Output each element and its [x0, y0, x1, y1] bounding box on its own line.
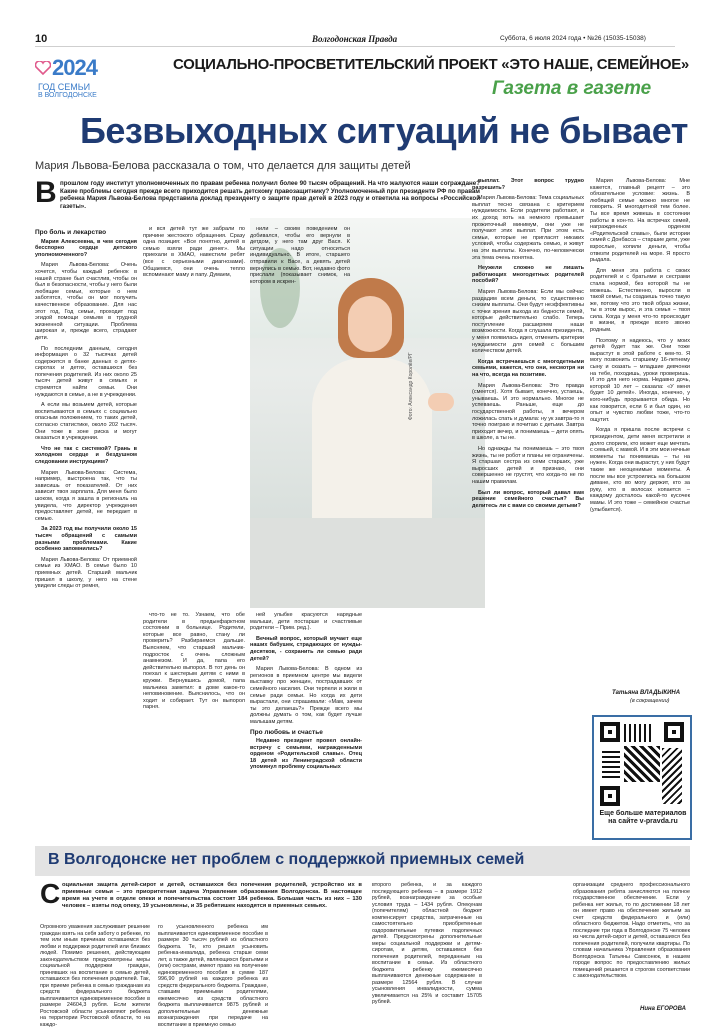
paragraph-robot: Но однажды ты понимаешь – это твоя жизнь, ты не робот и планы не ограничены. Я старшая сестра из семи старших, уже выросших детей и признаю, они совершенно не грустят, что когда-то не по нашим правилам. — [472, 445, 584, 485]
article-column-2-top — [143, 226, 245, 283]
qr-finder-top-right — [664, 722, 684, 742]
paragraph-children: Поэтому я надеюсь, что у моих детей будет так же. Они тоже вырастут в этой работе с кем-то. Я могу позвонить старшему 16-летнему сыну и сказать – младшие девчонки на тебе, походишь, уроки проверишь. И это для него норма. Недавно дочь, которой 10 лет – сказала: «У меня будет 10 детей». Иногда, конечно, у кого-нибудь прорывается обида. Но как говорится, если 6 и был один, но опыт и чувство любви тоже, что-то ощутит. — [590, 337, 690, 423]
header-divider — [35, 46, 675, 47]
logo-line2: В ВОЛГОДОНСКЕ — [38, 92, 97, 99]
paragraph-norm: Для меня эта работа с своих родителей и с братьями и сестрами стала нормой, без которой ты не можешь. Естественно, выросли в такой семье, ты создаешь точно такую же, потому что это твой образ жизни, ты в этом вырос, и эта семья – твоя сила. Когда у меня что-то происходит в жизни, я прежде всего звоню родным. — [590, 267, 690, 334]
answer-4: Мария Львова-Белова: В одном из регионов в приемном центре мы видели выставку про женщин, пострадавших от семейного насилия. Они терпели и жили в семье ради семьи. Но когда их дети вырастали, они спрашивали: «Мам, зачем ты это делаешь?» Прежде всего мы должны думать о том, как будет лучше малышам детям. — [250, 666, 362, 725]
qr-code[interactable] — [600, 722, 684, 806]
paragraph-risk: А если мы возьмем детей, которые воспитываются в семьях с социально опасным положением, то таких детей, согласно статистике, около 202 тысяч. Они тоже в зоне риска и могут оказаться в учреждении. — [35, 402, 137, 442]
project-title: СОЦИАЛЬНО-ПРОСВЕТИТЕЛЬСКИЙ ПРОЕКТ «ЭТО НАШЕ, СЕМЕЙНОЕ» — [173, 56, 689, 73]
heart-icon — [35, 61, 51, 75]
article-column-5 — [590, 178, 690, 517]
answer-2: Мария Львова-Белова: Система, например, выстроена так, что ты зависишь от показателей. От них зависит твоя зарплата. Для меня было шоком, когда я зашла в региональ на увидела, что директор учреждения предоставляет детей, не передает в семью. — [35, 469, 137, 522]
article-column-4 — [472, 178, 584, 513]
logo-year: 2024 — [52, 55, 97, 80]
qr-modules — [624, 746, 660, 782]
article2-column-2: го усыновленного ребенка им выплачивается единовременное пособие в размере 30 тысяч рублей из областного бюджета. Те, кто решил усыновить ребенка-инвалида, ребенка старше семи лет, а также детей, являющихся братьями и (или) сестрами, имеют право на получение единовременного пособия в сумме 187 996,90 рублей на каждого ребенка из средств федерального бюджета. Граждане, ставшим приемными родителями, ежемесячно из средств областного бюджета выплачивается 9875 рублей и дополнительные денежные вознаграждения при передаче на воспитание в приемную семью — [158, 924, 268, 1028]
answer-1: Мария Львова-Белова: Очень хочется, чтобы каждый ребенок в нашей стране был счастлив, чтобы он был в безопасности, чтобы у него были любящие семьи, которые о нем заботятся, чтобы он мог получить качественное образование. Для нас этот год, Год семьи, проходит под эгидой помощи семьям в трудной жизненной ситуации. Проблема широкая и, прежде всего, страдают дети. — [35, 262, 137, 341]
question-4: Вечный вопрос, который мучает еще наших бабушек, страдающих от нужды-десятков, - сохранить ли семью ради детей? — [250, 635, 362, 662]
article2-byline: Нина ЕГОРОВА — [640, 1006, 687, 1012]
paragraph-president: Недавно президент провел онлайн-встречу с семьями, награжденными орденом «Родительской славы». Отец 18 детей из Ленинградской области упомянул проблему социальных — [250, 738, 362, 771]
byline-note: (в сокращении) — [630, 698, 670, 704]
paragraph-vasya: нили – своим поведением он добивался, чтобы его вернули в детдом, у него там друг Вася. К ситуации надо относиться индивидуально. В итоге, старшего отправили к Васе, а девять детей вернулись в семью. Вот, недавно фото прислали (показывает снимок, на котором в искрен- — [250, 226, 350, 285]
lead-dropcap: В — [35, 176, 57, 209]
question-1: Мария Алексеевна, в чем сегодня бесспорно сердце детского уполномоченного? — [35, 238, 137, 258]
qr-finder-top-left — [600, 722, 620, 742]
answer-8: Мария Львова-Белова: Мне кажется, главный рецепт – это обязательное условие: жизнь. В любящей семье можно многое не говорить. Я многодетной тем более. Ты все время живешь в состоянии работы в кон-то. На встречах семей, награжденных орденом «Родительской славы», были истории семей с Донбасса – старшие дети, уже взрослые, копили деньги, чтобы отвезти родителей на море. Я просто рыдала. — [590, 178, 690, 264]
qr-finder-bottom-left — [600, 786, 620, 806]
answer-5: Мария Львова-Белова: Тема социальных выплат тесно связана с критерием нуждаемости. Если родители работают, и их доход хоть на немного превышает прожиточный минимум, они уже не получают этих выплат. При этом есть семьи, которые не пригласят никаких условий, чтобы содержать семью, и живут на эти выплаты. Конечно, по-человечески эта тема очень понятна. — [472, 195, 584, 261]
subhead-pain: Про боль и лекарство — [35, 229, 107, 236]
question-7: Когда встречаешься с многодетными семьями, кажется, что они, несмотря ни на что, всегда на позитиве. — [472, 358, 584, 379]
question-6: Неужели сложно не лишать работающих многодетных родителей пособий? — [472, 265, 584, 285]
paragraph-hmao-continued: что-то не то. Узнаем, что обе родители в предынфарктном состоянии в больнице. Родители, которые все равно, стану ли проверить? Разбираемся дальше. Выясняем, что старший мальчик-подросток с очень сложным анамнезом. И да, папа его действительно выпорол. В тот день он поехал к шестерым детям с ними в кружки. Вернувшись домой, папа мальчика заметил: в доме какое-то неповиновение. Выяснилось, что он ходит и собирает. Тут он выпорол парня. — [143, 612, 245, 711]
qr-caption[interactable]: Еще больше материалов на сайте v-pravda.ru — [599, 810, 687, 825]
qr-modules-4 — [662, 748, 682, 804]
article-column-1 — [35, 226, 137, 594]
paragraph-photo-note: ней улыбке красуются нарядные малыши, дети постарше и счастливые родители – Прим. ред.). — [250, 612, 362, 632]
paragraph-stats: По последним данным, сегодня информация о 32 тысячах детей содержится в банке данных о детях-сиротах и детях, оставшихся без попечения родителей. Из них около 25 тысяч детей живут в семьях и стремятся найти семьи. Они нуждаются в семье, а не в учреждении. — [35, 345, 137, 398]
question-8: Был ли вопрос, который давал вам решение семейного счастья? Вы делитесь ли с вами со своими детьми? — [472, 489, 584, 509]
photo-credit: Фото: Александр Королёв/РГ — [408, 352, 414, 420]
answer-3: Мария Львова-Белова: От приемной семьи из ХМАО. В семье было 10 приемных детей. Старший мальчик пришел в школу, у него на стене увидели следы от ремня, — [35, 556, 137, 590]
article2-column-4: организации среднего профессионального образования ребята зачисляются на полное государственное обеспечение. Если у ребенка нет жилья, то по достижении 18 лет он имеет право на обеспечение жильем за счет средств федерального и (или) областного бюджетов. Надо отметить, что за последние три года в Волгодонске 75 человек из числа детей-сирот и детей, оставшихся без попечения родителей, получили квартиры. По словам начальника Управления образования Волгодонска Татьяны Самсонюк, в нашем городе вопрос по предоставлению жилых помещений решается в строгом соответствии с законодательством. — [573, 882, 690, 979]
answer-7: Мария Львова-Белова: Это правда (смеется). Хотя бывает, конечно, устаешь, унываешь. И это нормально. Многое не успеваешь. Раньше, еще до государственной работы, я вечером ложилась спать и думала: ну ук завтра-то я точно поиграю и почитаю с детьми. Завтра приходит вечер, и понимаешь – дети опять в школе, а ты не. — [472, 382, 584, 442]
project-subtitle: Газета в газете — [492, 78, 652, 99]
paragraph-hmao: и вся детей тут же забрали по причине жестокого обращения. Сразу одна позиция: «Все понятно, детей в семью взяли ради денег». Мы приехали в ХМАО, навестили ребят (все с серьезными диагнозами). Общаемся, они очень тепло вспоминают маму и папу. Думаем, — [143, 226, 245, 279]
article-column-2-bottom — [143, 612, 245, 715]
article-column-3-top — [250, 226, 350, 289]
paragraph-happiness: Когда я пришла после встречи с президентом, дети меня встретили и долго спорили, кто может еще мечтать с семьей, с мамой. И в эти мои нечные моменты ты понимаешь – ты на нужен. Когда они вырастут, у них будут такие же неоценимые моменты. А после мы все устроились на большом диване, кто во могу держит, кто за руку, кто в волосах копается – каждому досталось какой-то кусочек мамы. И это тоже – семейное счастье (улыбается). — [590, 427, 691, 513]
lead-paragraph: прошлом году институт уполномоченных по правам ребенка получил более 90 тысяч обращений. На что жалуются наши сограждане? Какие проблемы сегодня прежде всего приходится решать детскому правозащитнику? Уполномоченный при президенте РФ по правам ребенка Мария Львова-Белова представила доклад президенту о защите прав детей в 2023 году и ответила на вопросы «Российской газеты». — [60, 180, 480, 210]
article-column-3-bottom — [250, 612, 362, 775]
question-5: выплат. Этот вопрос трудно разрешить? — [472, 178, 584, 191]
article2-column-1: Огромного уважения заслуживает решение граждан взять на себя заботу о ребенке, по тем или иным причинам оставшемся без любви и поддержки родителей или близких людей. Помимо решения, действующим законодательством предусмотрены меры социальной поддержки граждан, принявших на воспитание в семью детей, оставшихся без попечения родителей. Так, при приеме ребенка в семью гражданам из средств федерального бюджета выплачивается единовременное пособие в размере 24604,3 рубля. Если жители Ростовской области усыновляют ребенка на территории Ростовской области, то на каждо- — [40, 924, 150, 1028]
article2-headline: В Волгодонске нет проблем с поддержкой приемных семей — [48, 851, 525, 868]
article-standfirst: Мария Львова-Белова рассказала о том, что делается для защиты детей — [35, 160, 411, 172]
author-byline: Татьяна ВЛАДЫКИНА — [612, 690, 681, 696]
article-headline: Безвыходных ситуаций не бывает — [80, 110, 688, 151]
masthead: Волгодонская Правда — [312, 34, 398, 44]
photo-couch — [250, 518, 485, 608]
question-3: За 2023 год вы получили около 15 тысяч обращений с самыми разными проблемами. Какие особенно запомнились? — [35, 526, 137, 553]
article2-lead: оциальная защита детей-сирот и детей, оставшихся без попечения родителей, устройство их в приемные семьи – это приоритетная задача Управления образования Волгодонска. В настоящее время на учете в отделе опеки и попечительства состоят 184 ребенка. Большая часть из них – 130 человек – взяты под опеку, 19 усыновлены, и 35 ребятишек находятся в приемных семьях. — [62, 882, 362, 909]
question-2: Что не так с системой? Грань в холодном сердце и бездушном следовании инструкциям? — [35, 445, 137, 465]
photo-person-hand — [428, 393, 454, 411]
photo-person-face — [348, 296, 392, 352]
answer-6: Мария Львова-Белова: Если мы сейчас раздадим всем деньги, то существенно снизим выплаты. Они будут неэффективны с точки зрения выхода из бедности семей, которые действительно слабо. Теперь поступление расширяем наши возможности. Когда я слушала президента, у меня появилась идея, отменить критерии нуждаемости для семей с большим количеством детей. — [472, 288, 584, 355]
year-of-family-logo — [35, 55, 115, 110]
subhead-love: Про любовь и счастье — [250, 728, 323, 736]
article2-dropcap: С — [40, 878, 61, 909]
qr-modules-3 — [602, 748, 620, 778]
page-number: 10 — [35, 33, 48, 45]
logo-line1: ГОД СЕМЬИ — [38, 82, 91, 92]
qr-modules-2 — [624, 724, 654, 742]
issue-info: Суббота, 6 июля 2024 года • №26 (15035-15038) — [500, 35, 646, 42]
article2-column-3: второго ребенка, и за каждого последующего ребенка – в размере 1912 рублей, вознаграждение за особые условия труда – 1434 рубля. Опекунам (попечителям) областной бюджет компенсирует средства, затраченные на самостоятельно приобретенные оздоровительные путевки подопечных детей. Предусмотрены дополнительные меры социальной поддержки и детям-сиротам, и детям, оставшимся без попечения родителей, переданным на воспитание в семьи. Из областного бюджета ребенку ежемесячно выплачиваются денежные содержание в размере 12564 рубля. В случае усыновления инвалидности, сумма увеличивается на 25% и составит 15705 рублей. — [372, 882, 482, 1005]
